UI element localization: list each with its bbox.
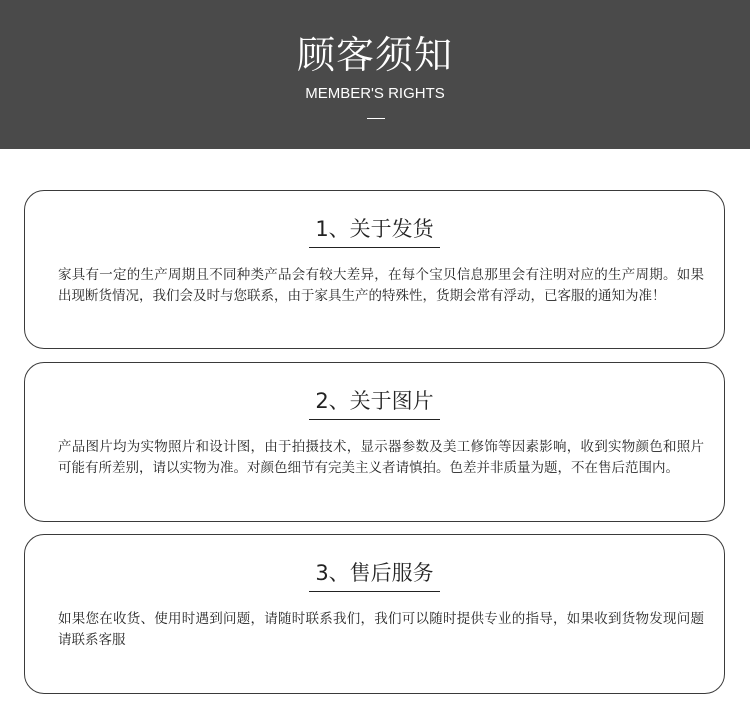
section-card-shipping xyxy=(24,190,725,349)
section-body: 如果您在收货、使用时遇到问题，请随时联系我们，我们可以随时提供专业的指导，如果收到货物发现问题请联系客服 xyxy=(58,611,704,648)
section-body: 产品图片均为实物照片和设计图，由于拍摄技术，显示器参数及美工修饰等因素影响，收到实物颜色和照片可能有所差别，请以实物为准。对颜色细节有完美主义者请慎拍。色差并非质量为题，不在售后范围内。 xyxy=(58,439,704,476)
page-subtitle: MEMBER'S RIGHTS xyxy=(305,85,445,102)
header-banner xyxy=(0,0,750,149)
section-card-images xyxy=(24,362,725,522)
section-body: 家具有一定的生产周期且不同种类产品会有较大差异，在每个宝贝信息那里会有注明对应的生产周期。如果出现断货情况，我们会及时与您联系，由于家具生产的特殊性，货期会常有浮动，已客服的通知为准！ xyxy=(58,267,704,304)
page-title: 顾客须知 xyxy=(296,33,453,77)
header-divider xyxy=(367,118,385,119)
section-title: 2、关于图片 xyxy=(309,387,439,420)
section-title: 1、关于发货 xyxy=(309,215,439,248)
section-title: 3、售后服务 xyxy=(309,559,439,592)
section-card-after-sales xyxy=(24,534,725,694)
